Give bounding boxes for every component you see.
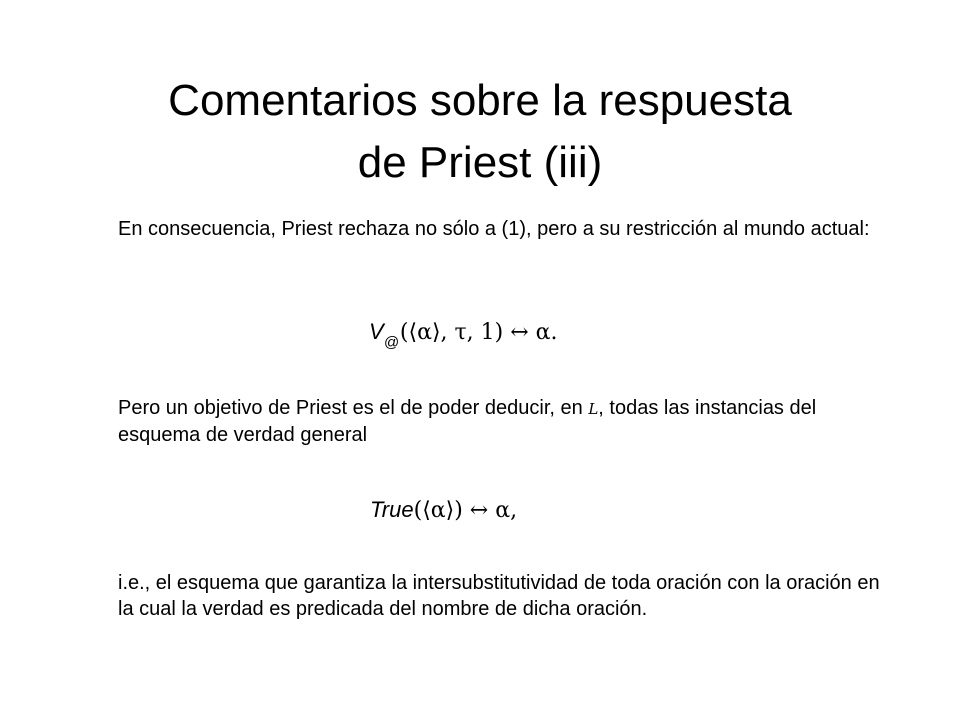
- language-l-symbol: L: [588, 400, 599, 418]
- paragraph-ie-explanation: i.e., el esquema que garantiza la intersubstitutividad de toda oración con la oración en la cual la verdad es predicada del nombre de dicha oración.: [118, 572, 880, 620]
- formula-valuation-v: V: [369, 319, 384, 344]
- paragraph-consequence: En consecuencia, Priest rechaza no sólo a (1), pero a su restricción al mundo actual:: [118, 218, 870, 240]
- paragraph-objective: [118, 395, 888, 448]
- formula-restriction-body: (⟨α⟩, τ, 1) ↔ α.: [399, 320, 558, 345]
- formula-actual-world-subscript: @: [383, 334, 399, 351]
- slide-title-line-1: Comentarios sobre la respuesta: [168, 76, 792, 125]
- paragraph-objective-text-end: , todas las instancias del esquema de verdad general: [118, 397, 817, 446]
- formula-truth-schema-body: (⟨α⟩) ↔ α,: [413, 498, 518, 523]
- formula-true-predicate: True: [370, 497, 414, 522]
- formula-truth-schema: [370, 497, 517, 524]
- formula-restriction: [369, 319, 558, 351]
- slide-title-line-2: de Priest (iii): [357, 138, 603, 187]
- paragraph-objective-text-start: Pero un objetivo de Priest es el de poder deducir, en: [118, 397, 589, 419]
